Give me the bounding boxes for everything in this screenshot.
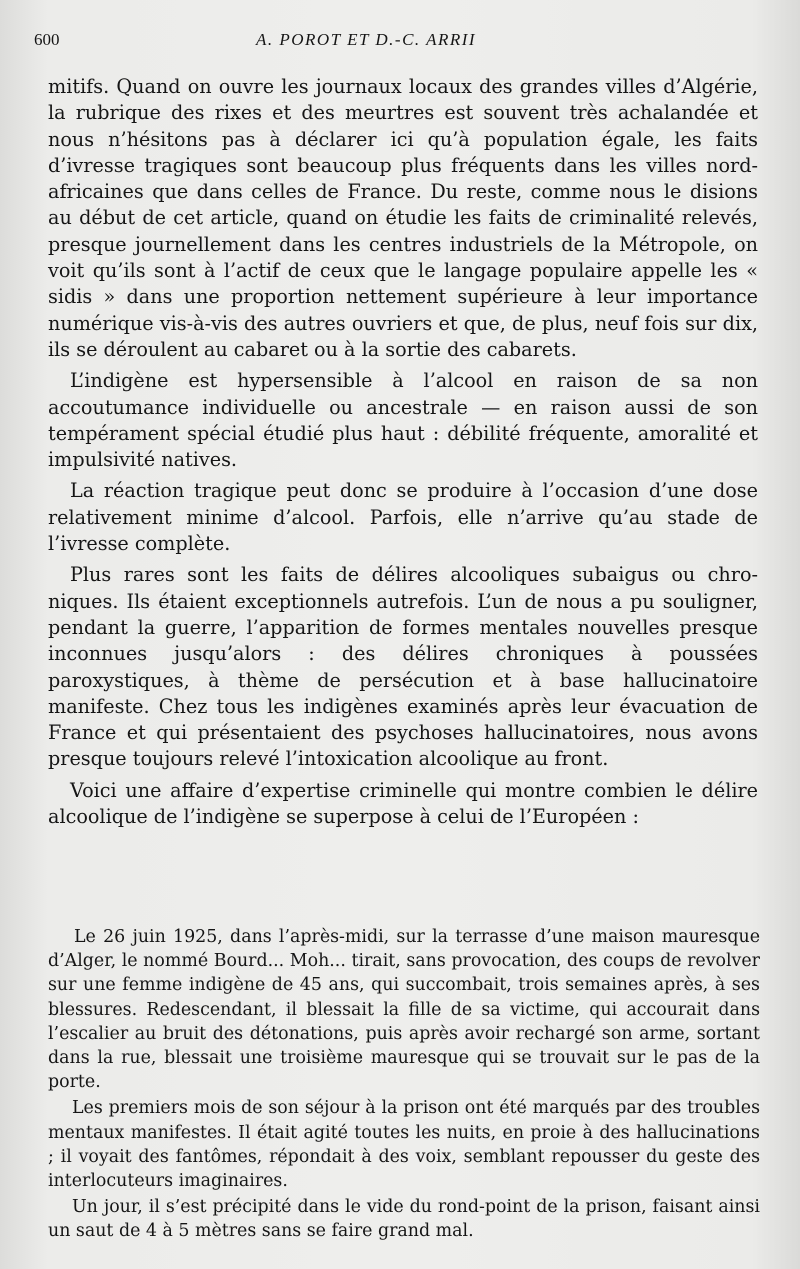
paragraph: La réaction tragique peut donc se produire à l’occasion d’une dose relativement minime d’alcool. Parfois, elle n’arrive qu’au stade de l’ivresse complète. bbox=[48, 479, 758, 556]
running-header bbox=[34, 30, 754, 56]
case-paragraph: Les premiers mois de son séjour à la prison ont été marqués par des troubles mentaux manifestes. Il était agité toutes les nuits, en proie à des hallucinations ; il voyait des fantômes, répondait à des voix, semblant repousser du geste des interlocuteurs imaginaires. bbox=[48, 1098, 760, 1192]
paragraph: Voici une affaire d’expertise criminelle qui montre combien le délire alcoolique de l’indigène se superpose à celui de l’Européen : bbox=[48, 778, 758, 829]
case-report bbox=[48, 925, 760, 1246]
page-number: 600 bbox=[34, 30, 60, 49]
paragraph: mitifs. Quand on ouvre les journaux locaux des grandes villes d’Algérie, la rubrique des rixes et des meurtres est souvent très achalandée et nous n’hésitons pas à déclarer ici qu’à population égale, les faits d’ivresse tragiques sont beaucoup plus fréquents dans les villes nord-africaines que dans celles de France. Du reste, comme nous le disions au début de cet article, quand on étudie les faits de criminalité relevés, presque journellement dans les centres industriels de la Métropole, on voit qu’ils sont à l’actif de ceux que le langage populaire appelle les « sidis » dans une proportion nettement supérieure à leur importance numérique vis-à-vis des autres ouvriers et que, de plus, neuf fois sur dix, ils se déroulent au cabaret ou à la sortie des cabarets. bbox=[48, 75, 758, 361]
case-paragraph: Le 26 juin 1925, dans l’après-midi, sur la terrasse d’une maison mauresque d’Alger, le nommé Bourd... Moh... tirait, sans provocation, des coups de revolver sur une femme indigène de 45 ans, qui succombait, trois semaines après, à ses blessures. Redescendant, il blessait la fille de sa victime, qui accourait dans l’escalier au bruit des détonations, puis après avoir rechargé son arme, sortant dans la rue, blessait une troisième mauresque qui se trouvait sur le pas de la porte. bbox=[48, 927, 760, 1093]
paragraph: L’indigène est hypersensible à l’alcool en raison de sa non accoutumance individuelle ou ancestrale — en raison aussi de son tempérament spécial étudié plus haut : débilité fréquente, amoralité et impulsivité natives. bbox=[48, 369, 758, 472]
case-paragraph: Un jour, il s’est précipité dans le vide du rond-point de la prison, faisant ainsi un saut de 4 à 5 mètres sans se faire grand mal. bbox=[48, 1197, 760, 1242]
running-title: A. POROT ET D.-C. ARRII bbox=[256, 30, 477, 49]
main-text bbox=[48, 74, 758, 835]
paragraph: Plus rares sont les faits de délires alcooliques subaigus ou chroniques. Ils étaient exceptionnels autrefois. L’un de nous a pu souligner, pendant la guerre, l’apparition de formes mentales nouvelles presque inconnues jusqu’alors : des délires chroniques à poussées paroxystiques, à thème de persécution et à base hallucinatoire manifeste. Chez tous les indigènes examinés après leur évacuation de France et qui présentaient des psychoses hallucinatoires, nous avons presque toujours relevé l’intoxication alcoolique au front. bbox=[48, 563, 758, 771]
